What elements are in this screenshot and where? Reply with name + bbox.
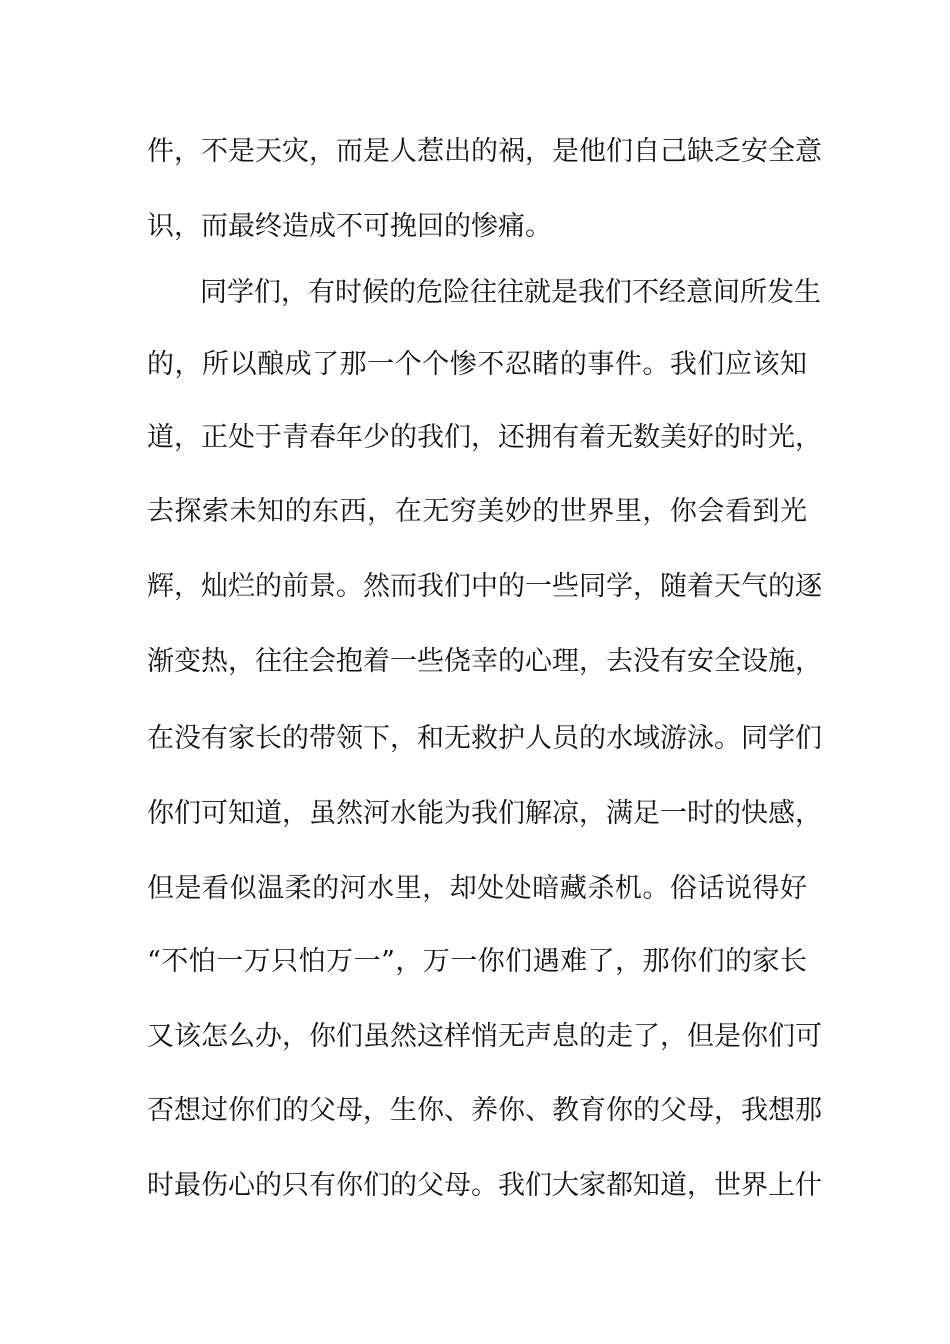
text-line: 你们可知道，虽然河水能为我们解凉，满足一时的快感， — [147, 798, 822, 829]
text-line: 又该怎么办，你们虽然这样悄无声息的走了，但是你们可 — [147, 1021, 822, 1052]
text-line: 但是看似温柔的河水里，却处处暗藏杀机。俗话说得好 — [147, 873, 807, 904]
text-line: 否想过你们的父母，生你、养你、教育你的父母，我想那 — [147, 1095, 822, 1126]
text-line: 的，所以酿成了那一个个惨不忍睹的事件。我们应该知 — [147, 349, 807, 380]
text-line: 去探索未知的东西，在无穷美妙的世界里，你会看到光 — [147, 496, 807, 527]
text-line: 识，而最终造成不可挽回的惨痛。 — [147, 211, 552, 242]
text-line: 在没有家长的带领下，和无救护人员的水域游泳。同学们 — [147, 723, 822, 754]
text-line: 时最伤心的只有你们的父母。我们大家都知道，世界上什 — [147, 1170, 822, 1201]
text-line: “不怕一万只怕万一”，万一你们遇难了，那你们的家长 — [147, 946, 807, 977]
text-line: 件，不是天灾，而是人惹出的祸，是他们自己缺乏安全意 — [147, 136, 822, 167]
text-line: 道，正处于青春年少的我们，还拥有着无数美好的时光， — [147, 422, 822, 453]
text-line: 辉，灿烂的前景。然而我们中的一些同学，随着天气的逐 — [147, 571, 822, 602]
text-line: 渐变热，往往会抱着一些侥幸的心理，去没有安全设施， — [147, 646, 822, 677]
paragraph-first-line: 同学们，有时候的危险往往就是我们不经意间所发生 — [200, 277, 821, 308]
